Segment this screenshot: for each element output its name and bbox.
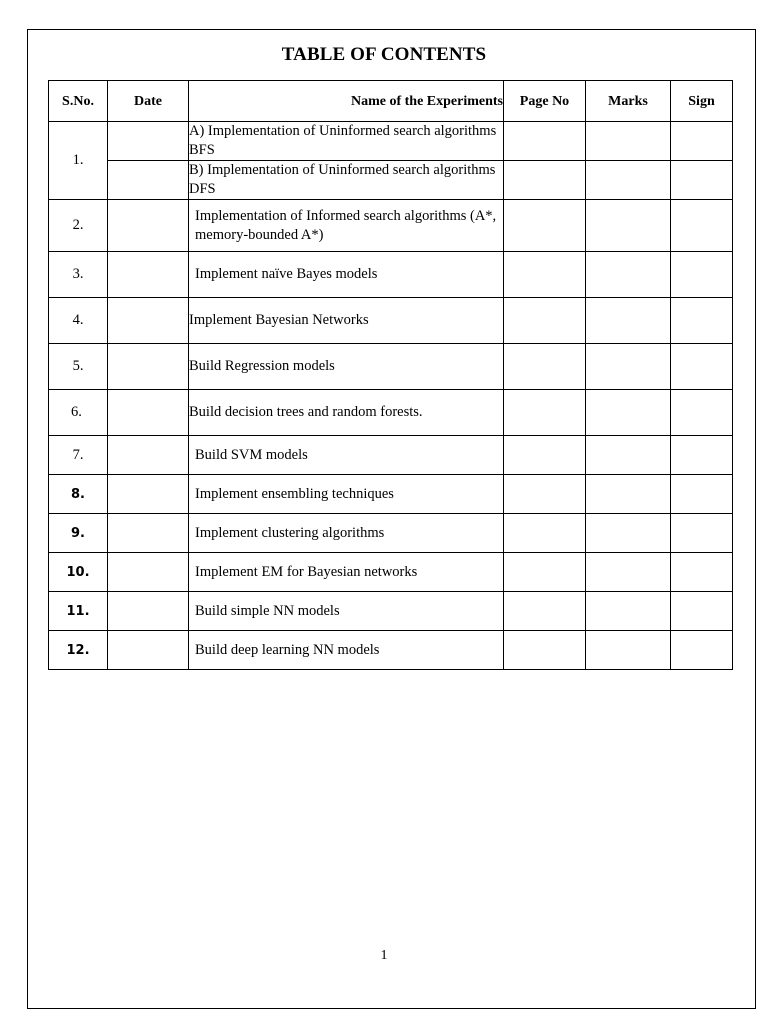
table-row <box>49 298 733 344</box>
row-experiment-name: Build simple NN models <box>189 592 504 631</box>
row-page-no <box>504 298 586 344</box>
table-row <box>49 252 733 298</box>
row-sign <box>671 631 733 670</box>
row-marks <box>586 161 671 200</box>
row-date <box>108 344 189 390</box>
row-sign <box>671 514 733 553</box>
table-row <box>49 631 733 670</box>
row-date <box>108 252 189 298</box>
row-marks <box>586 122 671 161</box>
row-sign <box>671 298 733 344</box>
row-date <box>108 436 189 475</box>
row-marks <box>586 200 671 252</box>
row-page-no <box>504 344 586 390</box>
row-sign <box>671 122 733 161</box>
row-marks <box>586 436 671 475</box>
row-experiment-name: Build SVM models <box>189 436 504 475</box>
table-row <box>49 390 733 436</box>
table-row <box>49 436 733 475</box>
row-sno: 8. <box>49 475 108 514</box>
row-sno: 3. <box>49 252 108 298</box>
row-experiment-name: A) Implementation of Uninformed search algorithms BFS <box>189 122 504 161</box>
row-sno: 5. <box>49 344 108 390</box>
row-sno: 2. <box>49 200 108 252</box>
row-sign <box>671 344 733 390</box>
row-marks <box>586 553 671 592</box>
header-date: Date <box>108 81 189 122</box>
row-experiment-name: Build decision trees and random forests. <box>189 390 504 436</box>
row-sno: 6. <box>49 390 108 436</box>
row-experiment-name: Build Regression models <box>189 344 504 390</box>
row-sno: 10. <box>49 553 108 592</box>
row-experiment-name: Implement clustering algorithms <box>189 514 504 553</box>
row-marks <box>586 514 671 553</box>
row-experiment-name: Build deep learning NN models <box>189 631 504 670</box>
table-row <box>49 200 733 252</box>
row-marks <box>586 344 671 390</box>
row-sno: 1. <box>49 122 108 200</box>
row-sno: 9. <box>49 514 108 553</box>
row-sno: 11. <box>49 592 108 631</box>
row-page-no <box>504 631 586 670</box>
table-row <box>49 475 733 514</box>
row-page-no <box>504 200 586 252</box>
row-date <box>108 514 189 553</box>
row-marks <box>586 631 671 670</box>
table-row <box>49 553 733 592</box>
row-marks <box>586 298 671 344</box>
row-experiment-name: B) Implementation of Uninformed search algorithms DFS <box>189 161 504 200</box>
row-page-no <box>504 122 586 161</box>
row-sign <box>671 200 733 252</box>
row-page-no <box>504 436 586 475</box>
row-page-no <box>504 553 586 592</box>
row-date <box>108 161 189 200</box>
row-sign <box>671 161 733 200</box>
row-experiment-name: Implement Bayesian Networks <box>189 298 504 344</box>
row-marks <box>586 252 671 298</box>
table-row <box>49 514 733 553</box>
row-sign <box>671 390 733 436</box>
header-name: Name of the Experiments <box>189 81 504 122</box>
row-date <box>108 298 189 344</box>
row-page-no <box>504 475 586 514</box>
row-sign <box>671 475 733 514</box>
row-sno: 12. <box>49 631 108 670</box>
row-date <box>108 390 189 436</box>
row-date <box>108 475 189 514</box>
row-sign <box>671 592 733 631</box>
table-row <box>49 344 733 390</box>
row-page-no <box>504 252 586 298</box>
row-experiment-name: Implementation of Informed search algorithms (A*, memory-bounded A*) <box>189 200 504 252</box>
table-row <box>49 592 733 631</box>
row-marks <box>586 390 671 436</box>
row-experiment-name: Implement EM for Bayesian networks <box>189 553 504 592</box>
row-date <box>108 200 189 252</box>
row-experiment-name: Implement ensembling techniques <box>189 475 504 514</box>
row-page-no <box>504 390 586 436</box>
table-row <box>49 122 733 161</box>
row-marks <box>586 592 671 631</box>
row-page-no <box>504 592 586 631</box>
header-sign: Sign <box>671 81 733 122</box>
row-marks <box>586 475 671 514</box>
row-sign <box>671 553 733 592</box>
row-sign <box>671 436 733 475</box>
row-page-no <box>504 161 586 200</box>
row-sign <box>671 252 733 298</box>
row-date <box>108 592 189 631</box>
row-date <box>108 122 189 161</box>
page-title: TABLE OF CONTENTS <box>281 44 487 65</box>
header-page-no: Page No <box>504 81 586 122</box>
row-date <box>108 631 189 670</box>
table-row <box>49 161 733 200</box>
contents-table <box>48 80 733 670</box>
header-marks: Marks <box>586 81 671 122</box>
row-page-no <box>504 514 586 553</box>
row-sno: 7. <box>49 436 108 475</box>
row-date <box>108 553 189 592</box>
row-sno: 4. <box>49 298 108 344</box>
row-experiment-name: Implement naïve Bayes models <box>189 252 504 298</box>
header-sno: S.No. <box>49 81 108 122</box>
table-header-row <box>49 81 733 122</box>
page-number: 1 <box>380 948 388 963</box>
